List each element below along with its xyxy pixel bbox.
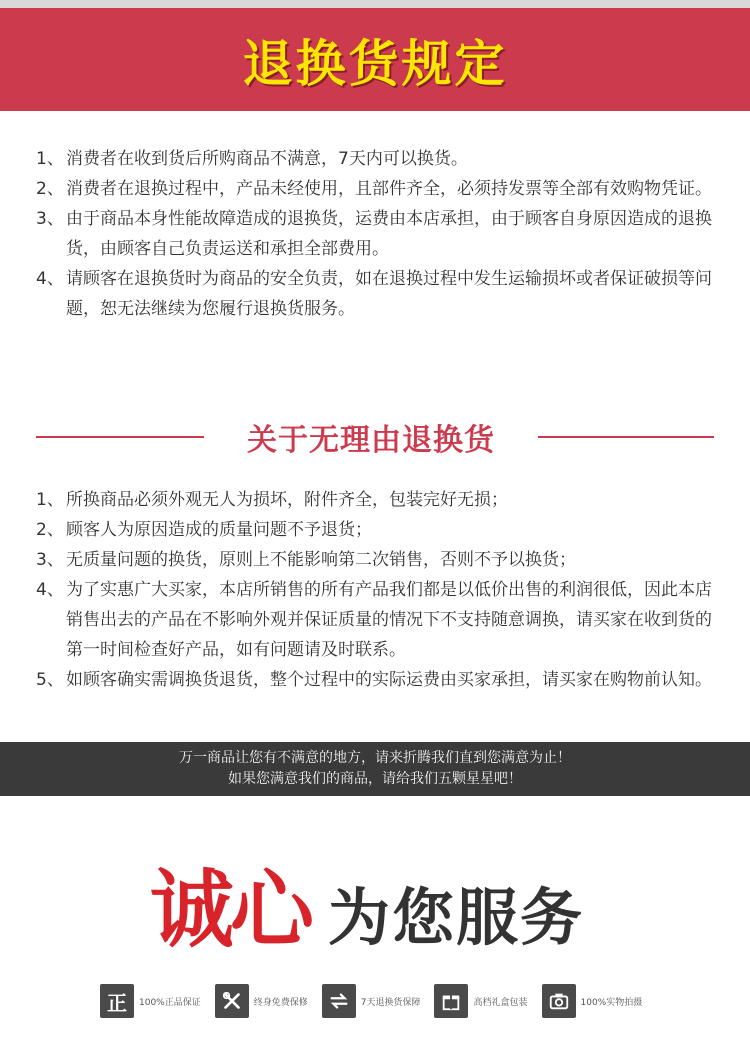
gift-icon xyxy=(434,984,468,1018)
badge-label: 100%实物拍摄 xyxy=(580,997,643,1008)
divider-line-left xyxy=(36,436,204,438)
list-item xyxy=(36,665,726,695)
badge-warranty xyxy=(215,984,308,1018)
slogan xyxy=(150,850,584,960)
list-item xyxy=(36,264,726,324)
badge-genuine xyxy=(100,984,201,1018)
rule-text: 消费者在收到货后所购商品不满意，7天内可以换货。 xyxy=(66,149,468,169)
badge-label: 高档礼盒包装 xyxy=(473,997,528,1008)
list-item xyxy=(36,485,726,515)
camera-icon xyxy=(542,984,576,1018)
service-badges xyxy=(100,983,700,1019)
rule-number: 3、 xyxy=(36,550,64,570)
rule-text: 消费者在退换过程中，产品未经使用，且部件齐全，必须持发票等全部有效购物凭证。 xyxy=(66,179,712,199)
notice-bar xyxy=(0,742,750,796)
rule-text: 请顾客在退换货时为商品的安全负责，如在退换过程中发生运输损坏或者保证破损等问题，恕无法继续为您履行退换货服务。 xyxy=(66,269,712,319)
badge-gift xyxy=(434,984,527,1018)
badge-label: 终身免费保修 xyxy=(253,997,308,1008)
badge-label: 100%正品保证 xyxy=(139,997,201,1008)
return-rules-list xyxy=(36,144,726,324)
badge-photo xyxy=(542,984,643,1018)
rule-text: 所换商品必须外观无人为损坏，附件齐全，包装完好无损； xyxy=(66,490,508,510)
rule-number: 2、 xyxy=(36,520,64,540)
rule-number: 5、 xyxy=(36,670,64,690)
notice-line-1: 万一商品让您有不满意的地方，请来折腾我们直到您满意为止！ xyxy=(179,750,571,766)
badge-exchange xyxy=(322,984,421,1018)
slogan-emphasis: 诚心 xyxy=(150,861,311,959)
divider-line-right xyxy=(538,436,714,438)
tools-icon xyxy=(215,984,249,1018)
list-item xyxy=(36,545,726,575)
section-title: 关于无理由退换货 xyxy=(247,423,495,458)
zheng-glyph: 正 xyxy=(107,990,127,1015)
list-item xyxy=(36,204,726,264)
rule-number: 4、 xyxy=(36,269,64,289)
list-item xyxy=(36,144,726,174)
no-reason-rules-list xyxy=(36,485,726,695)
rule-text: 顾客人为原因造成的质量问题不予退货； xyxy=(66,520,372,540)
rule-text: 如顾客确实需调换货退货，整个过程中的实际运费由买家承担，请买家在购物前认知。 xyxy=(66,670,712,690)
section-divider xyxy=(36,417,714,457)
rule-text: 无质量问题的换货，原则上不能影响第二次销售，否则不予以换货； xyxy=(66,550,576,570)
notice-line-2: 如果您满意我们的商品，请给我们五颗星星吧！ xyxy=(228,771,522,787)
badge-label: 7天退换货保障 xyxy=(360,997,421,1008)
rule-number: 1、 xyxy=(36,490,64,510)
rule-number: 2、 xyxy=(36,179,64,199)
slogan-text: 为您服务 xyxy=(328,881,585,954)
list-item xyxy=(36,174,726,204)
rule-number: 3、 xyxy=(36,209,64,229)
page-title: 退换货规定 xyxy=(242,34,508,93)
header-banner xyxy=(0,8,750,111)
rule-number: 1、 xyxy=(36,149,64,169)
rule-text: 由于商品本身性能故障造成的退换货，运费由本店承担，由于顾客自身原因造成的退换货，由顾客自己负责运送和承担全部费用。 xyxy=(66,209,712,259)
rule-text: 为了实惠广大买家，本店所销售的所有产品我们都是以低价出售的利润很低，因此本店销售出去的产品在不影响外观并保证质量的情况下不支持随意调换，请买家在收到货的第一时间检查好产品，如有问题请及时联系。 xyxy=(66,580,712,660)
exchange-icon xyxy=(322,984,356,1018)
rule-number: 4、 xyxy=(36,580,64,600)
zheng-icon xyxy=(100,984,134,1018)
list-item xyxy=(36,515,726,545)
top-strip xyxy=(0,0,750,8)
list-item xyxy=(36,575,726,665)
